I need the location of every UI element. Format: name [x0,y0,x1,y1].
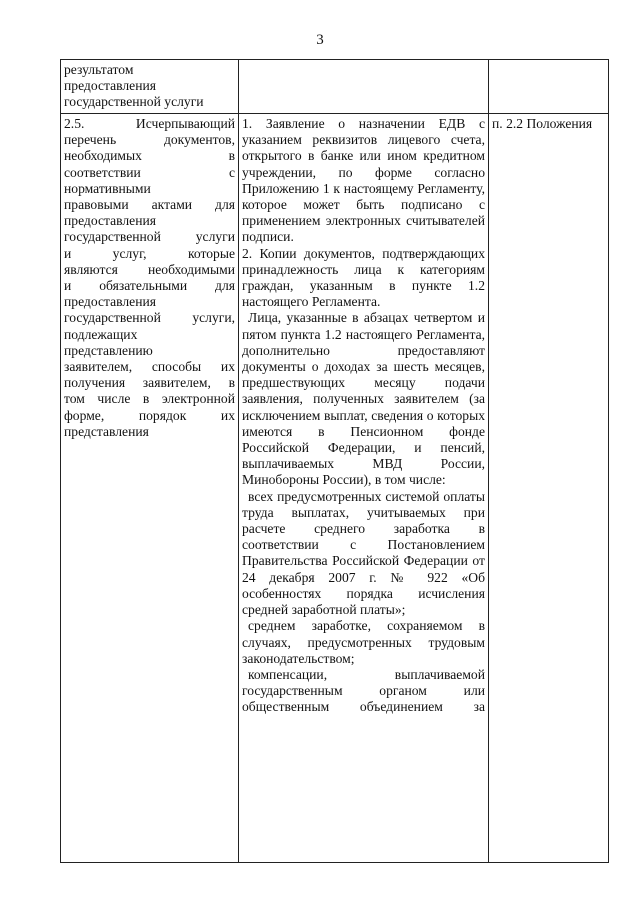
text-line: необходимых в [64,148,235,164]
text-line: и обязательными для [64,278,235,294]
text-line: соответствии с [64,164,235,180]
text-line: представлению [64,342,153,358]
text-line: перечень документов, [64,132,235,148]
table-row [61,114,609,863]
text-line: и услуг, которые [64,245,235,261]
text-line: государственной услуги, [64,310,235,326]
text-line: 2.5. Исчерпывающий [64,116,235,131]
table-row [61,60,609,114]
cell-2-5-col2 [239,114,489,863]
paragraph-average-earnings: среднем заработке, сохраняемом в случаях, предусмотренных трудовым законодательством; [242,618,485,666]
page-number: 3 [316,32,324,48]
cell-prev-col2 [239,60,489,114]
paragraph-item-2: 2. Копии документов, подтверждающих принадлежность лица к категориям граждан, указанным в пункте 1.2 настоящего Регламента. [242,245,485,310]
text-line: государственной услуги [64,229,235,245]
text-line: том числе в электронной [64,391,235,407]
paragraph-item-1: 1. Заявление о назначении ЕДВ с указанием реквизитов лицевого счета, открытого в банке или ином кредитном учреждении, по форме согласно Приложению 1 к настоящему Регламенту, которое может быть подписано с применением электронных считывателей подписи. [242,116,485,245]
text-line: представления [64,423,149,439]
paragraph-payments: всех предусмотренных системой оплаты труда выплатах, учитываемых при расчете среднего заработка в соответствии с Постановлением Правительства Российской Федерации от 24 декабря 2007 г. № 922 «Об особенностях порядка исчисления средней заработной платы»; [242,488,485,618]
text-line: предоставления [64,294,157,310]
text-line: предоставления [64,78,157,94]
text-line: правовыми актами для [64,197,235,213]
text-line: государственной услуги [64,94,204,110]
cell-prev-col1 [61,60,239,114]
cell-prev-col3 [489,60,609,114]
cell-2-5-col1 [61,114,239,863]
reference-text: п. 2.2 Положения [492,116,593,131]
text-line: форме, порядок их [64,407,235,423]
regulation-table [60,59,609,863]
text-line: заявителем, способы их [64,359,235,375]
paragraph-compensation: компенсации, выплачиваемой государственным органом или общественным объединением за [242,666,485,715]
text-line: получения заявителем, в [64,375,235,391]
cell-2-5-col3 [489,114,609,863]
text-line: нормативными [64,180,151,196]
text-line: предоставления [64,213,157,229]
text-line: подлежащих [64,326,138,342]
text-line: результатом [64,62,134,77]
text-line: являются необходимыми [64,261,235,277]
paragraph-income-docs: Лица, указанные в абзацах четвертом и пятом пункта 1.2 настоящего Регламента, дополнительно предоставляют документы о доходах за шесть месяцев, предшествующих месяцу подачи заявления, полученных заявителем (за исключением выплат, сведения о которых имеются в Пенсионном фонде Российской Федерации, и пенсий, выплачиваемых МВД России, Минобороны России), в том числе: [242,310,485,488]
